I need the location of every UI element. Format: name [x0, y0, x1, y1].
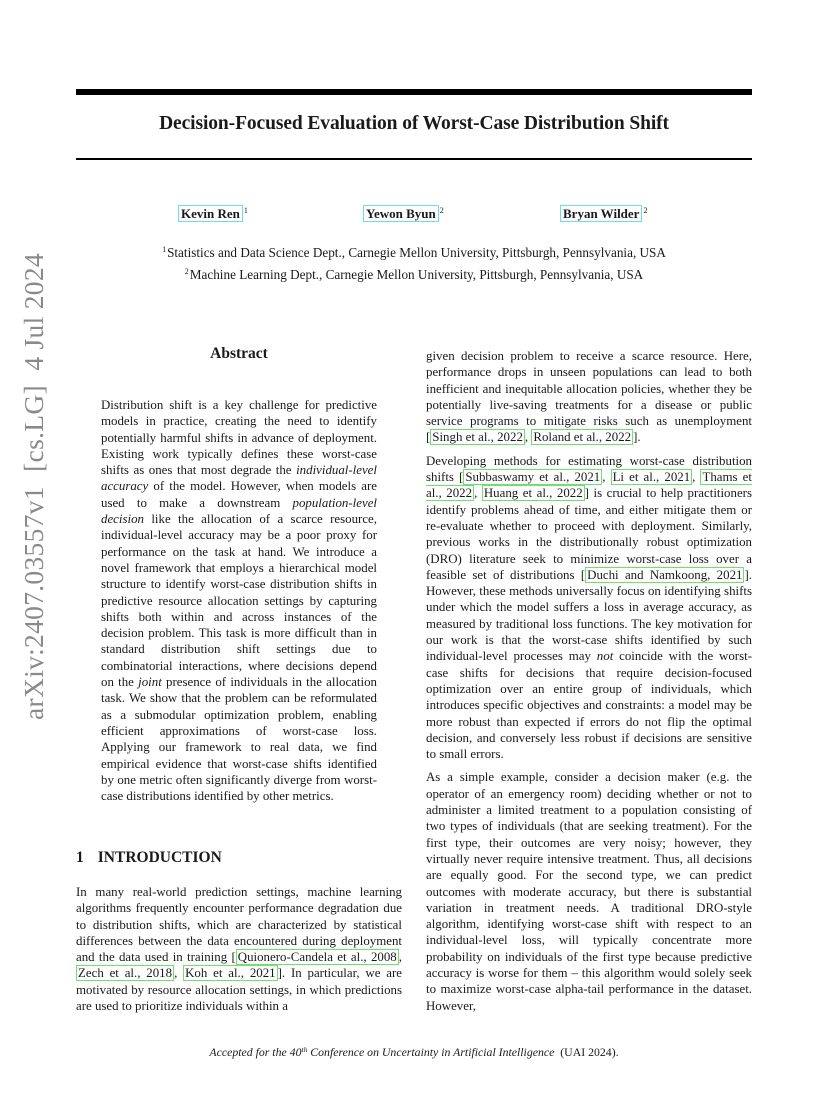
intro-paragraph: In many real-world prediction settings, machine learning algorithms frequently encounter performance degradation due to distribution shifts, which are characterized by statistical differences between the data encountered during deployment and the data used in training [ Quionero-Candela et al., 2008 , Zech et al., 2018 , Koh et al., 2021 ]. In particular, we are motivated by resource allocation settings, in which predictions are used to prioritize individuals within a [76, 885, 403, 1014]
affiliations [76, 240, 752, 284]
citation-link[interactable]: Thams et al., 2022 [426, 470, 752, 501]
paragraph: As a simple example, consider a decision maker (e.g. the operator of an emergency room) deciding whether or not to administer a limited treatment to a population consisting of two types of individuals (that are seeking treatment). For the first type, their outcomes are very noisy; however, they virtually never require intensive treatment. Thus, all decisions are equally good. For the second type, we can predict outcomes with moderate accuracy, but there is substantial variation in treatment needs. A traditional DRO-style algorithm, identifying worst-case shift with respect to an individual-level loss, will typically concentrate more probability on individuals of the first type because predictive accuracy is worse for them – this algorithm would solely seek to maximize worst-case alpha-tail performance in the dataset. However, [426, 770, 752, 1013]
citation-link[interactable]: Duchi and Namkoong, 2021 [587, 567, 743, 582]
title-rule [76, 158, 752, 160]
paragraph: given decision problem to receive a scarce resource. Here, performance drops in unseen populations can lead to both inefficient and inequitable allocation policies, whether they be potentially live-saving treatments for a disease or public service programs to mitigate risks such as unemployment [ Singh et al., 2022 , Roland et al., 2022 ]. [426, 349, 752, 445]
citation-link[interactable]: Quionero-Candela et al., 2008 [237, 950, 397, 965]
right-column-text [426, 348, 752, 1021]
author-1[interactable]: Kevin Ren $^1$ [178, 206, 248, 222]
abstract-heading: Abstract [210, 345, 268, 362]
citation-link[interactable]: Zech et al., 2018 [78, 966, 173, 981]
citation-link[interactable]: Subbaswamy et al., 2021 [465, 470, 601, 485]
paper-title: Decision-Focused Evaluation of Worst-Case Distribution Shift [159, 113, 669, 134]
author-3[interactable]: Bryan Wilder $^2$ [560, 206, 647, 222]
section-heading-introduction: 1 INTRODUCTION [76, 849, 222, 866]
arxiv-stamp: arXiv:2407.03557v1 [cs.LG] 4 Jul 2024 [18, 253, 49, 720]
author-2[interactable]: Yewon Byun $^2$ [363, 206, 444, 222]
citation-link[interactable]: Li et al., 2021 [612, 470, 691, 485]
citation-link[interactable]: Huang et al., 2022 [483, 486, 583, 501]
citation-link[interactable]: Roland et al., 2022 [533, 430, 632, 445]
top-rule [76, 89, 752, 95]
conference-footer: Accepted for the 40th Conference on Uncertainty in Artificial Intelligence (UAI 2024). [209, 1045, 619, 1059]
affiliation-1: $^1$Statistics and Data Science Dept., Carnegie Mellon University, Pittsburgh, Pennsylvania, USA [162, 245, 666, 260]
abstract-text: Distribution shift is a key challenge for predictive models in practice, creating the need to identify potentially harmful shifts in advance of deployment. Existing work typically defines these worst-case shifts as ones that most degrade the individual-level accuracy of the model. However, when models are used to make a downstream population-level decision like the allocation of a scarce resource, individual-level accuracy may be a poor proxy for performance on the task at hand. We introduce a novel framework that employs a hierarchical model structure to identify worst-case distribution shifts in predictive resource allocation settings by capturing shifts both within and across instances of the decision problem. This task is more difficult than in standard distribution shift settings due to combinatorial interactions, where decisions depend on the joint presence of individuals in the allocation task. We show that the problem can be reformulated as a submodular optimization problem, enabling efficient approximations of worst-case loss. Applying our framework to real data, we find empirical evidence that worst-case shifts identified by one metric often significantly diverge from worst-case distributions identified by other metrics. [101, 398, 377, 804]
author-list [76, 206, 752, 228]
paragraph: Developing methods for estimating worst-case distribution shifts [ Subbaswamy et al., 2021 , Li et al., 2021 , Thams et al., 2022 , Huang et al., 2022 ] is crucial to help practitioners identify problems ahead of time, and either mitigate them or re-evaluate whether to proceed with deployment. Similarly, previous works in the distributionally robust optimization (DRO) literature seek to minimize worst-case loss over a feasible set of distributions [ Duchi and Namkoong, 2021 ]. However, these methods universally focus on identifying shifts under which the model suffers a loss in average accuracy, as measured by traditional loss functions. The key motivation for our work is that the worst-case shifts identified by such individual-level processes may not coincide with the worst-case shifts for decisions that require decision-focused optimization over an entire group of individuals, which introduces specific objectives and constraints: a model may be more robust than expected if errors do not flip the optimal decision, and conversely less robust if decisions are sensitive to small errors. [426, 453, 752, 762]
citation-link[interactable]: Koh et al., 2021 [185, 966, 276, 981]
affiliation-2: $^2$Machine Learning Dept., Carnegie Mellon University, Pittsburgh, Pennsylvania, USA [184, 267, 644, 282]
citation-link[interactable]: Singh et al., 2022 [432, 430, 523, 445]
